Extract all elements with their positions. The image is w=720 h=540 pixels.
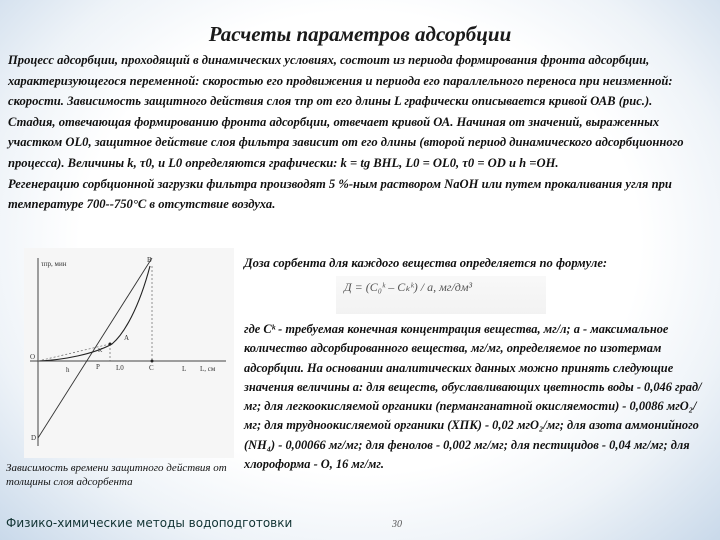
point-label-p: P	[96, 363, 100, 371]
point-label-a: A	[124, 334, 130, 342]
dose-section	[244, 253, 710, 274]
point-a-marker	[109, 343, 112, 346]
point-label-o: O	[30, 353, 36, 361]
point-label-l0: L0	[116, 364, 124, 372]
y-axis-label: τпр, мин	[41, 260, 67, 268]
chart-caption: Зависимость времени защитного действия от толщины слоя адсорбента	[6, 462, 227, 488]
adsorption-chart	[24, 248, 234, 458]
point-label-l: L	[182, 365, 187, 373]
paragraph-1: Процесс адсорбции, проходящий в динамических условиях, состоит из периода формирования фронта адсорбции, характеризующегося переменной: скоростью его продвижения и периода его параллельного переноса при неизменной: скорости. Зависимость защитного действия слоя τпр от его длины L графически описывается кривой ОАВ (рис.).	[8, 53, 673, 109]
main-text	[8, 50, 714, 215]
point-label-c: C	[149, 364, 154, 372]
x-axis-label: L, см	[200, 365, 216, 373]
point-label-k: K	[98, 348, 103, 354]
dose-description: где Сᵏ - требуемая конечная концентрация вещества, мг/л; а - максимальное количество адсорбированного вещества, мг/мг, определяемое по изотермам адсорбции. На основании аналитических данных можно принять следующие значения величины а: для веществ, обуславливающих цветность воды - 0,046 град/мг; для легкоокисляемой органики (перманганатной окисляемости) - 0,0086 мгO₂/мг; для трудноокисляемой органики (ХПК) - 0,02 мгO₂/мг; для азота аммонийного (NH₄) - 0,00066 мг/мг; для фенолов - 0,002 мг/мг; для пестицидов - 0,04 мг/мг; для хлороформа - O, 16 мг/мг.	[244, 322, 702, 472]
chart-background	[24, 248, 234, 458]
dose-intro: Доза сорбента для каждого вещества определяется по формуле:	[244, 256, 608, 270]
point-label-b: B	[147, 256, 152, 264]
paragraph-3: Регенерацию сорбционной загрузки фильтра производят 5 %-ным раствором NaOH или путем прокаливания угля при температуре 700--750°С в отсутствие воздуха.	[8, 176, 672, 212]
page-title: Расчеты параметров адсорбции	[208, 22, 512, 46]
dose-formula: Д = (C₀ᵏ – Cₖᵏ) / a, мг/дм³	[344, 280, 473, 294]
point-label-d: D	[31, 434, 37, 442]
point-label-h: h	[66, 366, 70, 374]
paragraph-2: Стадия, отвечающая формированию фронта адсорбции, отвечает кривой ОА. Начиная от значений, выраженных участком OL0, защитное действие слоя фильтра зависит от его длины (второй период динамического адсорбционного процесса). Величины k, τ0, и L0 определяются графически: k = tg BHL, L0 = OL0, τ0 = OD и h =OH.	[8, 114, 684, 170]
footer-text: Физико-химические методы водоподготовки	[6, 516, 293, 530]
point-c-marker	[151, 360, 154, 363]
page-number: 30	[392, 519, 402, 530]
